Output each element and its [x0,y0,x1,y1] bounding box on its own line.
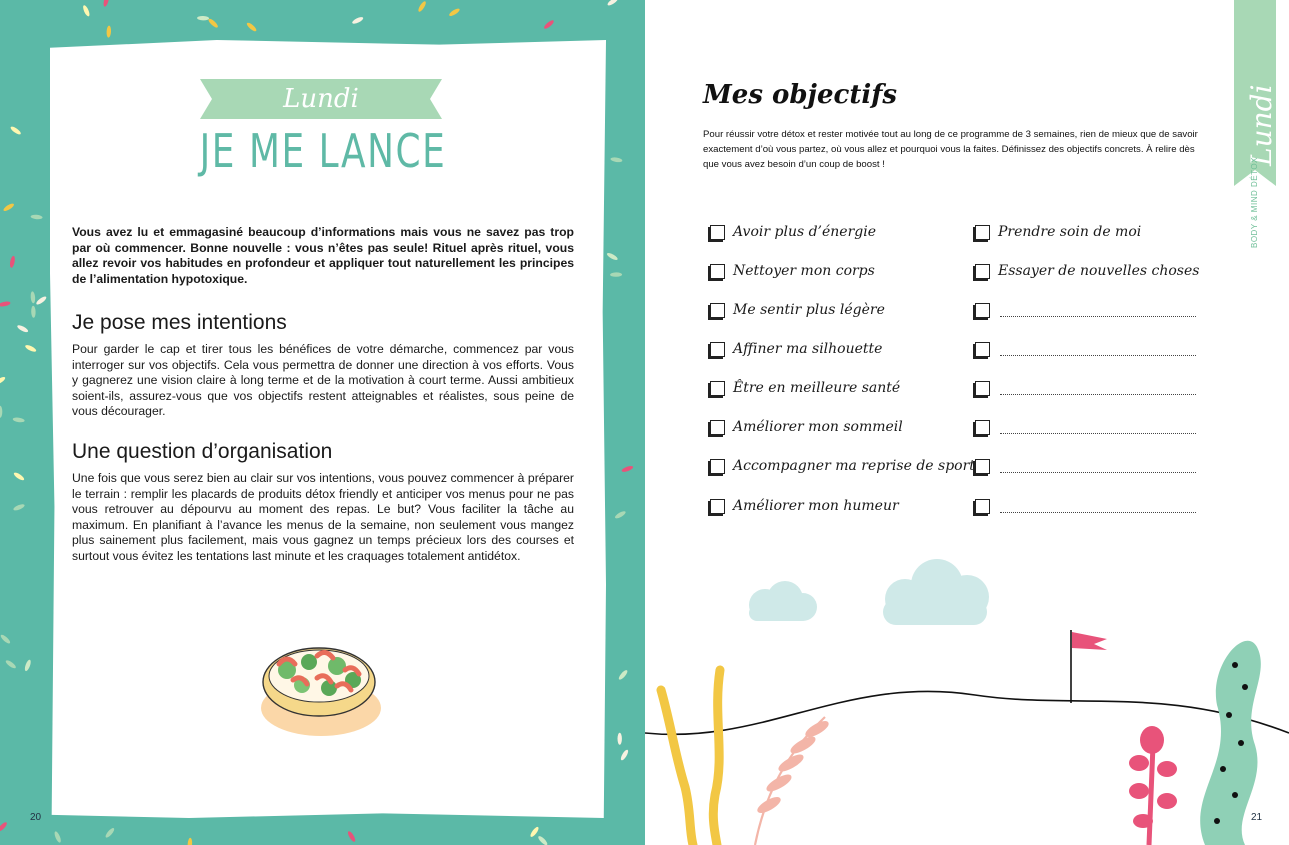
checkbox-icon[interactable] [710,264,725,279]
confetti-mark [197,16,209,21]
checklist-item[interactable] [975,221,1141,243]
checklist-item-label: Avoir plus d’énergie [733,224,877,240]
confetti-mark [351,16,364,25]
confetti-mark [610,157,623,163]
confetti-mark [31,306,36,318]
confetti-mark [30,291,35,303]
flag-icon [1071,630,1107,703]
confetti-mark [104,827,115,839]
section-heading-intentions: Je pose mes intentions [72,311,287,334]
checklist-item[interactable] [975,260,1199,282]
confetti-mark [614,510,627,520]
confetti-mark [106,25,111,37]
checkbox-icon[interactable] [710,225,725,240]
confetti-mark [543,19,555,30]
landscape-illustration [645,555,1289,845]
confetti-mark [347,830,357,843]
page-number-left: 20 [30,812,42,823]
confetti-mark [606,252,619,262]
checklist-item-label: Être en meilleure santé [733,380,901,396]
seaweed-icon [661,670,720,845]
checkbox-icon[interactable] [975,225,990,240]
confetti-mark [16,324,29,334]
page-number-right: 21 [1251,812,1263,823]
checkbox-icon[interactable] [975,264,990,279]
checkbox-icon[interactable] [975,381,990,396]
checkbox-icon[interactable] [710,342,725,357]
confetti-mark [82,4,91,17]
checkbox-icon[interactable] [975,459,990,474]
confetti-mark [53,831,62,844]
blank-write-in-line[interactable] [1000,500,1196,513]
checklist-item[interactable] [710,221,876,243]
confetti-mark [24,659,32,672]
checklist-item-label: Améliorer mon humeur [733,498,899,514]
side-caption-text: BODY & MIND DÉTOX [1250,157,1259,248]
checkbox-icon[interactable] [975,342,990,357]
cloud-icon [749,581,817,621]
confetti-mark [30,214,42,219]
blank-write-in-line[interactable] [1000,460,1196,473]
confetti-mark [35,295,47,306]
shrimp-salad-illustration [257,640,387,740]
confetti-mark [0,821,8,833]
checklist-item-label: Nettoyer mon corps [733,263,875,279]
confetti-mark [24,344,37,353]
checkbox-icon[interactable] [710,499,725,514]
objectives-title: Mes objectifs [703,80,898,110]
confetti-mark [12,417,24,423]
blank-write-in-line[interactable] [1000,304,1196,317]
checklist-item[interactable] [710,495,899,517]
confetti-mark [0,406,2,418]
pink-coral-icon [1129,726,1177,845]
blank-objective-item[interactable] [975,495,1196,517]
confetti-mark [246,21,258,32]
right-page [645,0,1289,845]
blank-write-in-line[interactable] [1000,343,1196,356]
checklist-item[interactable] [710,338,882,360]
checklist-item-label: Me sentir plus légère [733,302,885,318]
checklist-item[interactable] [710,377,900,399]
confetti-mark [9,255,16,268]
confetti-mark [2,202,15,212]
checkbox-icon[interactable] [975,303,990,318]
blank-write-in-line[interactable] [1000,382,1196,395]
confetti-mark [610,272,622,277]
checklist-item-label: Améliorer mon sommeil [733,419,903,435]
checklist-item-label: Essayer de nouvelles choses [998,263,1200,279]
checkbox-icon[interactable] [710,381,725,396]
checkbox-icon[interactable] [710,420,725,435]
intro-paragraph: Vous avez lu et emmagasiné beaucoup d’informations mais vous ne savez pas trop par où commencer. Bonne nouvelle : vous n’êtes pas seule! Rituel après rituel, vous allez revoir vos habitudes en profondeur et appliquer tout naturellement les principes de l’alimentation hypotoxique. [72,225,574,286]
confetti-mark [620,749,630,762]
confetti-mark [618,669,629,681]
blank-objective-item[interactable] [975,299,1196,321]
checklist-item[interactable] [710,260,875,282]
confetti-mark [448,7,461,17]
checklist-item[interactable] [710,455,975,477]
confetti-mark [207,17,219,28]
confetti-mark [0,301,11,308]
confetti-mark [0,633,11,644]
confetti-mark [103,0,110,7]
confetti-mark [529,826,540,838]
blank-objective-item[interactable] [975,338,1196,360]
blank-objective-item[interactable] [975,455,1196,477]
side-tab-text: Lundi [1245,84,1278,166]
checklist-item-label: Affiner ma silhouette [733,341,883,357]
fern-icon [755,717,829,845]
checkbox-icon[interactable] [975,420,990,435]
checkbox-icon[interactable] [975,499,990,514]
section-text-organisation: Une fois que vous serez bien au clair sur vos intentions, vous pouvez commencer à préparer le terrain : remplir les placards de produits détox friendly et anticiper vos menus pour ne pas vous retrouver au dépourvu au moment des repas. Le but? Vous faciliter la tâche au maximum. En planifiant à l’avance les menus de la semaine, non seulement vous mangez plus sainement plus facilement, mais vous gagnez un temps précieux lors des courses et surtout vous évitez les tentations last minute et les craquages totalement antidétox. [72,471,574,563]
checklist-item-label: Accompagner ma reprise de sport [733,458,975,474]
section-heading-organisation: Une question d’organisation [72,440,333,463]
confetti-mark [13,503,26,512]
confetti-mark [13,471,25,481]
checkbox-icon[interactable] [710,303,725,318]
blank-objective-item[interactable] [975,377,1196,399]
confetti-mark [187,838,192,845]
confetti-mark [618,733,622,745]
confetti-mark [10,125,22,135]
page-title: JE ME LANCE [199,124,447,178]
confetti-mark [537,835,549,845]
confetti-mark [621,465,634,473]
side-tab-label [1245,84,1278,168]
section-text-intentions: Pour garder le cap et tirer tous les bénéfices de votre démarche, commencez par vous interroger sur vos objectifs. Cela vous permettra de donner une direction à vos efforts. Vous y gagnerez une vision claire à long terme et de la motivation à court terme. Aussi ambitieux soient-ils, assurez-vous que vos objectifs restent atteignables et réalistes, sous peine de vous décourager. [72,342,574,419]
checklist-item[interactable] [710,299,885,321]
blank-write-in-line[interactable] [1000,421,1196,434]
confetti-mark [0,376,6,386]
blank-objective-item[interactable] [975,416,1196,438]
objectives-intro: Pour réussir votre détox et rester motivée tout au long de ce programme de 3 semaines, rien de mieux que de savoir exactement d’où vous partez, où vous allez et pourquoi vous la faites. Définissez des objectifs concrets. À relire dès que vous avez besoin d’un coup de boost ! [703,129,1198,170]
side-caption [1250,157,1264,250]
confetti-mark [606,0,618,7]
day-ribbon-label: Lundi [283,84,359,114]
checklist-item[interactable] [710,416,903,438]
confetti-mark [417,0,427,13]
confetti-mark [5,659,17,670]
checklist-item-label: Prendre soin de moi [998,224,1142,240]
cloud-icon [883,559,989,625]
checkbox-icon[interactable] [710,459,725,474]
